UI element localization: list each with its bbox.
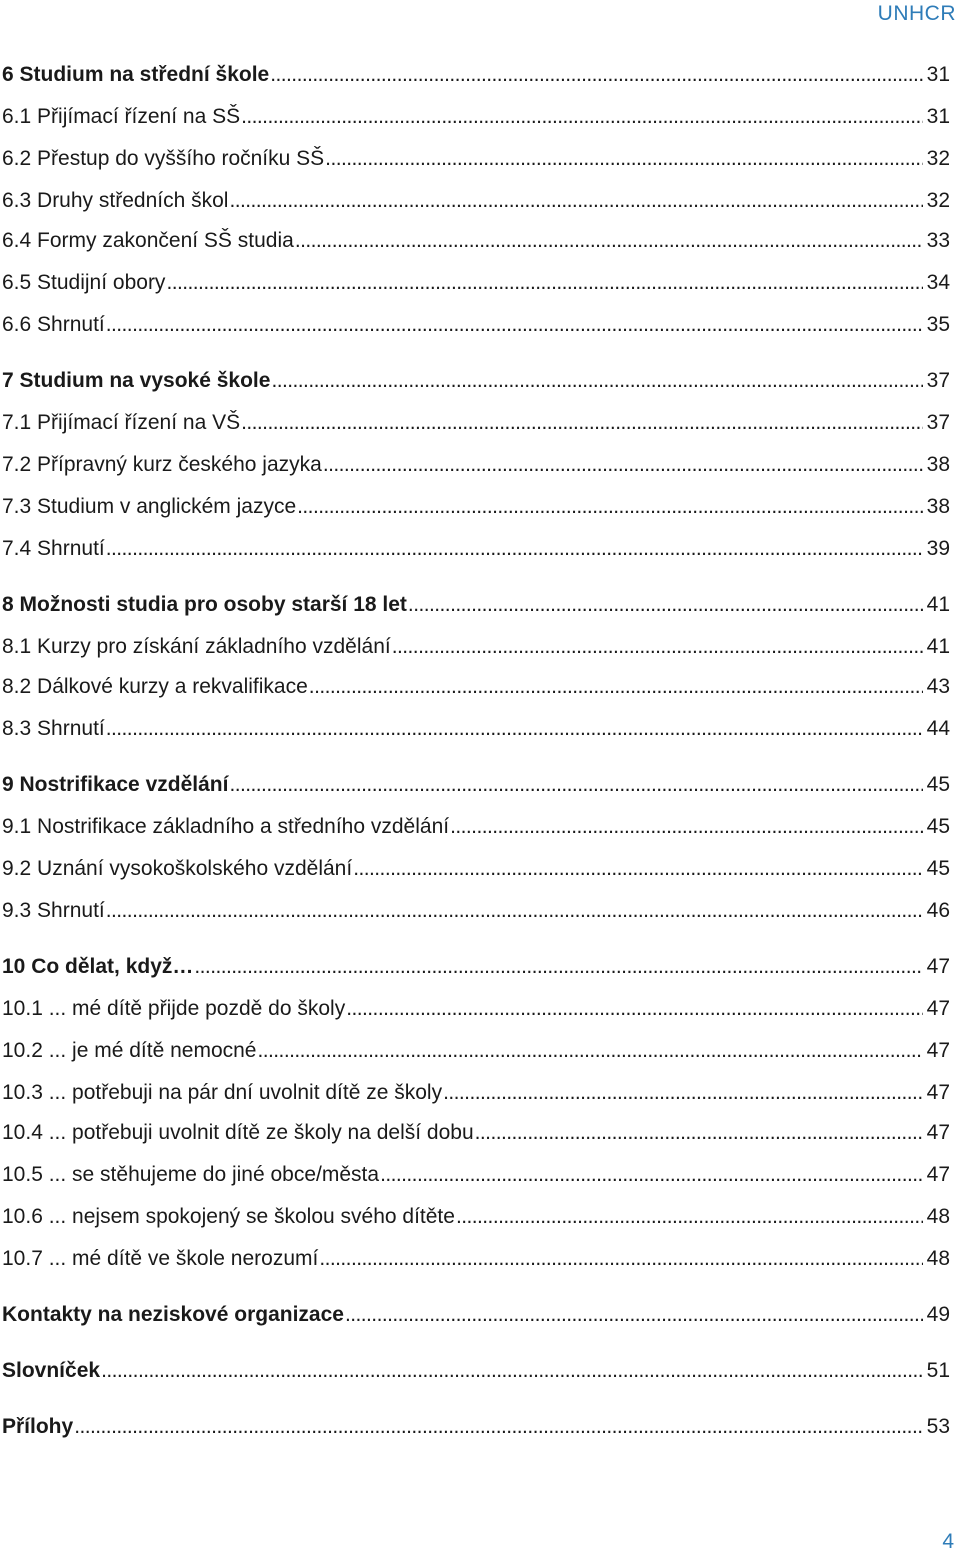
- toc-leader-dots: [106, 310, 923, 340]
- toc-entry-title: 10.4 ... potřebuji uvolnit dítě ze školy na delší dobu: [2, 1121, 474, 1144]
- toc-entry-page: 45: [926, 815, 950, 838]
- toc-entry-page: 37: [926, 369, 950, 392]
- toc-entry-page: 31: [926, 105, 950, 128]
- toc-entry-page: 48: [926, 1205, 950, 1228]
- toc-leader-dots: [450, 812, 923, 842]
- toc-entry[interactable]: [2, 534, 950, 564]
- toc-entry-page: 38: [926, 495, 950, 518]
- toc-entry-page: 32: [926, 189, 950, 212]
- toc-entry-title: 8.3 Shrnutí: [2, 717, 105, 740]
- toc-entry[interactable]: [2, 102, 950, 132]
- toc-leader-dots: [456, 1202, 923, 1232]
- toc-entry-page: 51: [926, 1359, 950, 1382]
- toc-entry[interactable]: [2, 952, 950, 982]
- toc-leader-dots: [229, 186, 922, 216]
- toc-entry-page: 47: [926, 1039, 950, 1062]
- toc-leader-dots: [295, 226, 923, 256]
- toc-entry-page: 49: [926, 1303, 950, 1326]
- toc-entry-page: 35: [926, 313, 950, 336]
- toc-entry-page: 33: [926, 229, 950, 252]
- toc-leader-dots: [319, 1244, 922, 1274]
- toc-entry-title: 6 Studium na střední škole: [2, 63, 270, 86]
- toc-entry[interactable]: [2, 812, 950, 842]
- toc-leader-dots: [241, 408, 923, 438]
- toc-leader-dots: [475, 1118, 923, 1148]
- toc-entry-page: 46: [926, 899, 950, 922]
- toc-entry-title: 7.2 Přípravný kurz českého jazyka: [2, 453, 322, 476]
- toc-entry-page: 48: [926, 1247, 950, 1270]
- toc-entry[interactable]: [2, 310, 950, 340]
- toc-leader-dots: [106, 534, 923, 564]
- toc-entry[interactable]: [2, 1078, 950, 1108]
- toc-entry-title: 6.4 Formy zakončení SŠ studia: [2, 229, 294, 252]
- toc-entry-title: 10.7 ... mé dítě ve škole nerozumí: [2, 1247, 319, 1270]
- toc-entry[interactable]: [2, 770, 950, 800]
- toc-entry-title: 8.2 Dálkové kurzy a rekvalifikace: [2, 675, 308, 698]
- toc-entry[interactable]: [2, 1300, 950, 1330]
- toc-leader-dots: [309, 672, 923, 702]
- toc-entry[interactable]: [2, 994, 950, 1024]
- toc-leader-dots: [353, 854, 922, 884]
- toc-entry[interactable]: [2, 896, 950, 926]
- toc-entry-page: 32: [926, 147, 950, 170]
- toc-entry[interactable]: [2, 450, 950, 480]
- toc-entry-page: 37: [926, 411, 950, 434]
- toc-entry-title: 10.6 ... nejsem spokojený se školou svého dítěte: [2, 1205, 455, 1228]
- toc-entry-page: 44: [926, 717, 950, 740]
- toc-entry-title: 9.3 Shrnutí: [2, 899, 105, 922]
- toc-leader-dots: [392, 632, 923, 662]
- page-number: 4: [942, 1530, 954, 1553]
- toc-entry-page: 53: [926, 1415, 950, 1438]
- toc-entry-title: 10.5 ... se stěhujeme do jiné obce/města: [2, 1163, 380, 1186]
- toc-entry[interactable]: [2, 144, 950, 174]
- toc-entry-title: Slovníček: [2, 1359, 101, 1382]
- toc-entry[interactable]: [2, 1036, 950, 1066]
- toc-entry[interactable]: [2, 1118, 950, 1148]
- toc-entry[interactable]: [2, 60, 950, 90]
- toc-entry-title: 9 Nostrifikace vzdělání: [2, 773, 229, 796]
- toc-entry-page: 34: [926, 271, 950, 294]
- toc-leader-dots: [106, 714, 923, 744]
- toc-leader-dots: [297, 492, 923, 522]
- toc-entry-page: 47: [926, 1081, 950, 1104]
- toc-leader-dots: [229, 770, 922, 800]
- toc-entry-title: Kontakty na neziskové organizace: [2, 1303, 344, 1326]
- toc-leader-dots: [408, 590, 923, 620]
- toc-leader-dots: [325, 144, 922, 174]
- toc-entry[interactable]: [2, 632, 950, 662]
- toc-entry[interactable]: [2, 1356, 950, 1386]
- toc-entry-title: 9.2 Uznání vysokoškolského vzdělání: [2, 857, 353, 880]
- toc-entry-page: 47: [926, 1163, 950, 1186]
- toc-leader-dots: [443, 1078, 923, 1108]
- toc-entry-title: 10.3 ... potřebuji na pár dní uvolnit dítě ze školy: [2, 1081, 443, 1104]
- toc-entry[interactable]: [2, 366, 950, 396]
- toc-entry-title: Přílohy: [2, 1415, 74, 1438]
- toc-leader-dots: [323, 450, 923, 480]
- toc-entry[interactable]: [2, 186, 950, 216]
- toc-leader-dots: [270, 60, 922, 90]
- toc-entry-title: 10 Co dělat, když…: [2, 955, 194, 978]
- toc-entry-title: 7.4 Shrnutí: [2, 537, 105, 560]
- toc-entry-title: 8.1 Kurzy pro získání základního vzdělání: [2, 635, 391, 658]
- toc-entry-title: 9.1 Nostrifikace základního a středního vzdělání: [2, 815, 450, 838]
- toc-entry[interactable]: [2, 672, 950, 702]
- toc-leader-dots: [106, 896, 923, 926]
- toc-entry-title: 10.2 ... je mé dítě nemocné: [2, 1039, 257, 1062]
- toc-entry-page: 43: [926, 675, 950, 698]
- toc-leader-dots: [346, 994, 922, 1024]
- header-organization: UNHCR: [877, 2, 956, 25]
- toc-entry[interactable]: [2, 590, 950, 620]
- toc-entry-page: 47: [926, 997, 950, 1020]
- toc-leader-dots: [257, 1036, 922, 1066]
- toc-entry-page: 41: [926, 593, 950, 616]
- toc-entry[interactable]: [2, 714, 950, 744]
- toc-leader-dots: [166, 268, 922, 298]
- toc-leader-dots: [271, 366, 922, 396]
- toc-entry[interactable]: [2, 268, 950, 298]
- toc-entry-page: 38: [926, 453, 950, 476]
- toc-leader-dots: [194, 952, 922, 982]
- toc-entry[interactable]: [2, 226, 950, 256]
- toc-entry-title: 6.2 Přestup do vyššího ročníku SŠ: [2, 147, 325, 170]
- toc-entry-page: 47: [926, 1121, 950, 1144]
- toc-entry-page: 45: [926, 857, 950, 880]
- toc-entry-page: 41: [926, 635, 950, 658]
- toc-entry-title: 6.3 Druhy středních škol: [2, 189, 229, 212]
- toc-entry[interactable]: [2, 1160, 950, 1190]
- toc-leader-dots: [345, 1300, 923, 1330]
- toc-entry-title: 10.1 ... mé dítě přijde pozdě do školy: [2, 997, 346, 1020]
- toc-entry[interactable]: [2, 408, 950, 438]
- toc-entry[interactable]: [2, 492, 950, 522]
- toc-entry-page: 45: [926, 773, 950, 796]
- toc-leader-dots: [241, 102, 923, 132]
- toc-leader-dots: [101, 1356, 923, 1386]
- toc-entry-title: 7 Studium na vysoké škole: [2, 369, 271, 392]
- toc-entry-page: 47: [926, 955, 950, 978]
- toc-leader-dots: [380, 1160, 923, 1190]
- toc-entry-page: 31: [926, 63, 950, 86]
- toc-entry[interactable]: [2, 854, 950, 884]
- toc-entry-title: 8 Možnosti studia pro osoby starší 18 let: [2, 593, 407, 616]
- toc-entry[interactable]: [2, 1244, 950, 1274]
- toc-leader-dots: [74, 1412, 922, 1442]
- toc-entry[interactable]: [2, 1412, 950, 1442]
- toc-entry-title: 7.3 Studium v anglickém jazyce: [2, 495, 297, 518]
- toc-entry-page: 39: [926, 537, 950, 560]
- toc-entry-title: 6.5 Studijní obory: [2, 271, 166, 294]
- toc-entry-title: 6.1 Přijímací řízení na SŠ: [2, 105, 241, 128]
- toc-entry-title: 6.6 Shrnutí: [2, 313, 105, 336]
- toc-entry[interactable]: [2, 1202, 950, 1232]
- toc-entry-title: 7.1 Přijímací řízení na VŠ: [2, 411, 241, 434]
